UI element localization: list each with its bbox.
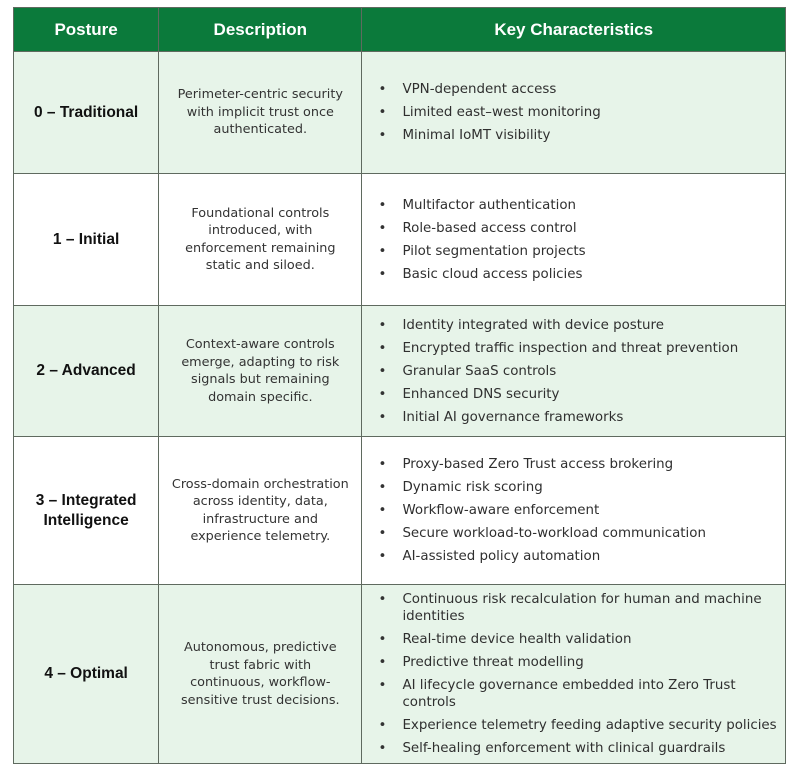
table-row (14, 585, 786, 764)
list-item: • Pilot segmentation projects (378, 243, 777, 260)
list-item: • Granular SaaS controls (378, 363, 777, 380)
list-item: • Proxy-based Zero Trust access brokering (378, 456, 777, 473)
posture-cell: 3 – Integrated Intelligence (14, 437, 159, 585)
list-item: • AI-assisted policy automation (378, 548, 777, 565)
list-item: • Predictive threat modelling (378, 654, 777, 671)
table-row (14, 52, 786, 174)
characteristics-cell (362, 174, 786, 306)
table-header-row (14, 8, 786, 52)
list-item: • Initial AI governance frameworks (378, 409, 777, 426)
header-posture: Posture (14, 8, 159, 52)
list-item: • Self-healing enforcement with clinical guardrails (378, 740, 777, 757)
table-row (14, 174, 786, 306)
posture-cell: 1 – Initial (14, 174, 159, 306)
list-item: • Multifactor authentication (378, 197, 777, 214)
list-item: • VPN-dependent access (378, 81, 777, 98)
characteristics-cell (362, 306, 786, 437)
header-key-characteristics: Key Characteristics (362, 8, 786, 52)
characteristics-list (378, 456, 777, 565)
list-item: • Real-time device health validation (378, 631, 777, 648)
characteristics-cell (362, 52, 786, 174)
list-item: • Encrypted traffic inspection and threat prevention (378, 340, 777, 357)
description-cell: Context-aware controls emerge, adapting to risk signals but remaining domain specific. (159, 306, 362, 437)
list-item: • Basic cloud access policies (378, 266, 777, 283)
posture-cell: 4 – Optimal (14, 585, 159, 764)
table-row (14, 437, 786, 585)
list-item: • Enhanced DNS security (378, 386, 777, 403)
list-item: • Experience telemetry feeding adaptive security policies (378, 717, 777, 734)
list-item: • Identity integrated with device posture (378, 317, 777, 334)
list-item: • Secure workload-to-workload communication (378, 525, 777, 542)
table-row (14, 306, 786, 437)
header-description: Description (159, 8, 362, 52)
list-item: • Dynamic risk scoring (378, 479, 777, 496)
list-item: • Role-based access control (378, 220, 777, 237)
list-item: • Workflow-aware enforcement (378, 502, 777, 519)
characteristics-list (378, 591, 777, 757)
list-item: • Continuous risk recalculation for human and machine identities (378, 591, 777, 625)
list-item: • Minimal IoMT visibility (378, 127, 777, 144)
posture-cell: 0 – Traditional (14, 52, 159, 174)
list-item: • AI lifecycle governance embedded into Zero Trust controls (378, 677, 777, 711)
posture-cell: 2 – Advanced (14, 306, 159, 437)
list-item: • Limited east–west monitoring (378, 104, 777, 121)
description-cell: Perimeter-centric security with implicit trust once authenticated. (159, 52, 362, 174)
characteristics-list (378, 81, 777, 144)
characteristics-list (378, 197, 777, 283)
description-cell: Autonomous, predictive trust fabric with continuous, workflow-sensitive trust decisions. (159, 585, 362, 764)
description-cell: Foundational controls introduced, with enforcement remaining static and siloed. (159, 174, 362, 306)
posture-table (13, 7, 786, 764)
characteristics-cell (362, 585, 786, 764)
characteristics-list (378, 317, 777, 426)
description-cell: Cross-domain orchestration across identity, data, infrastructure and experience telemetry. (159, 437, 362, 585)
characteristics-cell (362, 437, 786, 585)
